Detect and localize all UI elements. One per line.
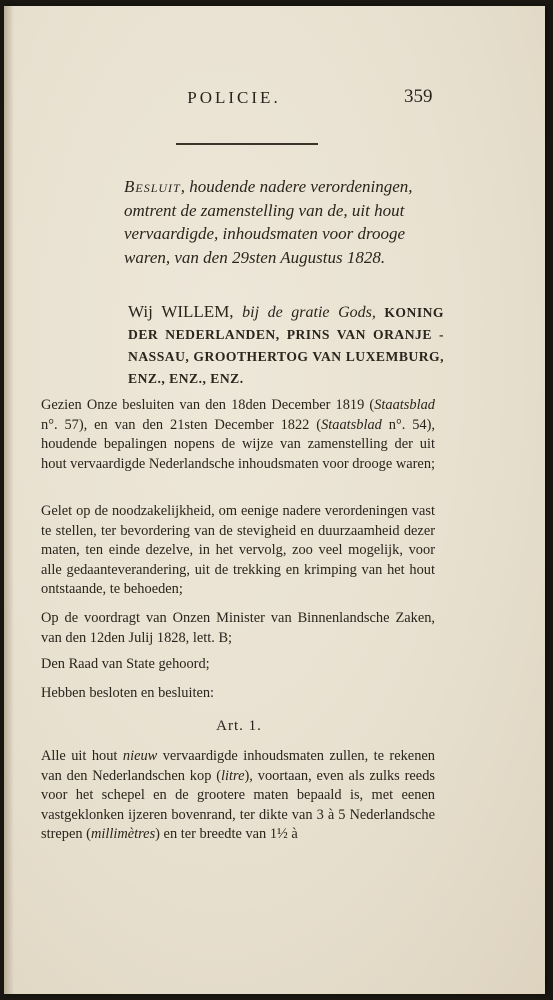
p6-text-a: Alle uit hout xyxy=(41,748,123,764)
title-rule xyxy=(176,143,318,145)
preamble-grace: bij de gratie Gods, xyxy=(233,304,376,321)
p6-italic-b: litre xyxy=(221,767,245,784)
page-number: 359 xyxy=(404,86,433,107)
decree-title-rest: , houdende nadere verordeningen, omtrent de zamenstelling van de, uit hout vervaardigde, inhoudsmaten voor drooge waren, van den 29sten Augustus 1828. xyxy=(124,177,413,267)
paragraph-considering xyxy=(41,396,435,474)
p6-text-c: ), voortaan, even als zulks reeds voor het schepel en de grootere maten bepaald is, met eenen vastgeklonken ijzeren bovenrand, ter dikte van 3 à 5 Nederlandsche strepen ( xyxy=(41,767,435,843)
paragraph-article-1 xyxy=(41,747,435,845)
p6-text-b: vervaardigde inhoudsmaten zullen, te rekenen van den Nederlandschen kop ( xyxy=(41,748,435,784)
p1-italic-b: Staatsblad xyxy=(321,416,382,433)
decree-title-lead: Besluit xyxy=(124,177,181,196)
decree-title xyxy=(124,175,444,269)
paragraph-council: Den Raad van State gehoord; xyxy=(41,656,210,672)
p6-italic-c: millimètres xyxy=(90,826,156,843)
preamble-lead: Wij WILLEM, xyxy=(128,302,234,321)
paragraph-necessity: Gelet op de noodzakelijkheid, om eenige nadere verordeningen vast te stellen, ter bevordering van de stevigheid en duurzaamheid dezer maten, ten einde dezelve, in het vervolg, zoo veel mogelijk, voor alle gedaanteverandering, uit de trekking en krimping van het hout ontstaande, te behoeden; xyxy=(41,503,435,598)
p1-text-a: Gezien Onze besluiten van den 18den December 1819 ( xyxy=(41,397,375,413)
running-header-title: POLICIE. xyxy=(187,88,281,107)
p6-text-d: ) en ter breedte van 1½ à xyxy=(155,826,298,843)
p1-italic-a: Staatsblad xyxy=(374,397,435,413)
royal-preamble xyxy=(128,301,444,390)
book-page xyxy=(4,6,545,994)
p1-text-b: n°. 57), en van den 21sten December 1822 ( xyxy=(41,416,322,433)
paragraph-resolved: Hebben besloten en besluiten: xyxy=(41,685,215,701)
p6-italic-a: nieuw xyxy=(122,748,158,764)
article-heading: Art. 1. xyxy=(216,718,262,734)
paragraph-proposal: Op de voordragt van Onzen Minister van Binnenlandsche Zaken, van den 12den Julij 1828, lett. B; xyxy=(41,610,435,646)
preamble-titles: KONING DER NEDERLANDEN, PRINS VAN ORANJE - NASSAU, GROOTHERTOG VAN LUXEMBURG, ENZ., ENZ., ENZ. xyxy=(128,305,444,386)
p1-text-c: n°. 54), houdende bepalingen nopens de wijze van zamenstelling der uit hout vervaardigde Nederlandsche inhoudsmaten voor drooge waren; xyxy=(41,416,436,472)
page-gutter-shadow xyxy=(4,6,14,994)
